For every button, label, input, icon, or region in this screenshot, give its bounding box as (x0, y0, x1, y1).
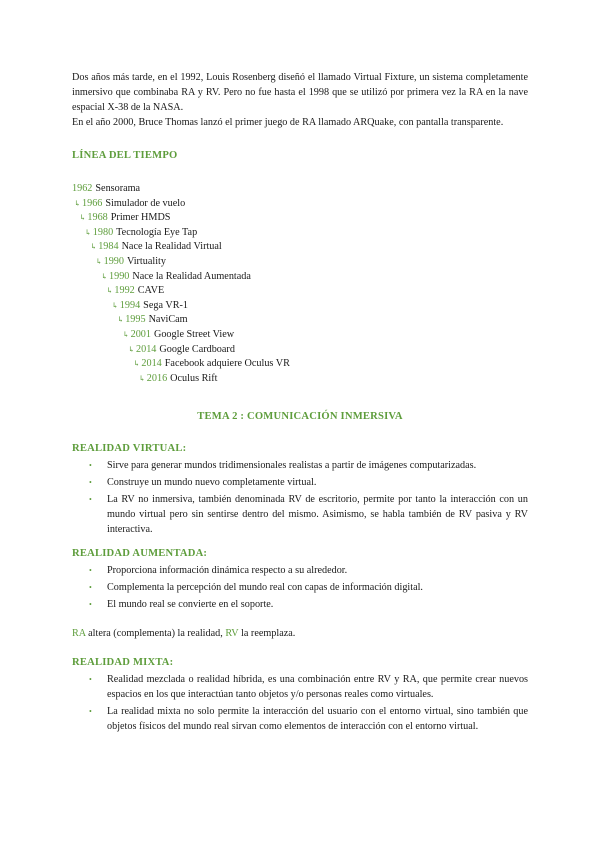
timeline-year: 2014 (136, 343, 157, 355)
timeline-year: 1990 (103, 255, 124, 267)
timeline-item (72, 255, 528, 270)
timeline-item (72, 299, 528, 314)
timeline-year: 1962 (72, 183, 93, 194)
tema-title: TEMA 2 : COMUNICACIÓN INMERSIVA (197, 411, 403, 423)
comparison-line (72, 626, 528, 641)
list-item (89, 704, 528, 734)
arrow-icon: ↳ (133, 359, 141, 369)
timeline-event: Sensorama (95, 183, 141, 194)
list-item-text: Sirve para generar mundos tridimensionales realistas a partir de imágenes computarizadas. (107, 460, 477, 472)
arrow-icon: ↳ (101, 271, 108, 281)
timeline-event: Primer HMDS (110, 212, 171, 224)
list-item (89, 475, 528, 490)
bullet-icon: • (89, 599, 92, 609)
rm-list (72, 672, 528, 734)
arrow-icon: ↳ (106, 286, 114, 296)
timeline-year: 1968 (87, 212, 108, 224)
list-item (89, 458, 528, 473)
intro-paragraph-1: Dos años más tarde, en el 1992, Louis Rosenberg diseñó el llamado Virtual Fixture, un sistema completamente inmersivo que combinaba RA y RV. Pero no fue hasta el 1998 que se utilizó por primera vez la RA en la nave espacial X-38 de la NASA. (72, 72, 528, 113)
timeline-item (72, 182, 528, 197)
bullet-icon: • (89, 706, 92, 716)
arrow-icon: ↳ (117, 315, 124, 325)
timeline-event: CAVE (137, 285, 165, 297)
rv-list (72, 458, 528, 537)
bullet-icon: • (89, 461, 92, 471)
timeline-event: Google Street View (153, 328, 235, 340)
bullet-icon: • (89, 494, 92, 504)
timeline-event: Nace la Realidad Aumentada (132, 270, 251, 282)
bullet-icon: • (89, 583, 92, 593)
timeline-event: Google Cardboard (159, 343, 235, 355)
arrow-icon: ↳ (74, 198, 81, 208)
list-item-text: Complementa la percepción del mundo real con capas de información digital. (107, 582, 423, 594)
timeline-heading: LÍNEA DEL TIEMPO (72, 150, 178, 161)
timeline-item (72, 372, 528, 387)
timeline-year: 2001 (130, 328, 151, 340)
timeline-item (72, 270, 528, 285)
arrow-icon: ↳ (84, 227, 92, 237)
list-item (89, 672, 528, 702)
list-item-text: Proporciona información dinámica respecto a su alrededor. (107, 565, 348, 577)
arrow-icon: ↳ (138, 373, 146, 383)
ra-text: altera (complementa) la realidad, (85, 627, 226, 639)
rv-abbr: RV (225, 627, 239, 639)
timeline-year: 2016 (146, 372, 168, 384)
list-item-text: La realidad mixta no solo permite la interacción del usuario con el entorno virtual, sino también que objetos físicos del mundo real sirvan como elementos de interacción con el entorno virtual. (107, 705, 528, 733)
arrow-icon: ↳ (122, 329, 130, 339)
ra-abbr: RA (72, 627, 86, 639)
intro-paragraph-2: En el año 2000, Bruce Thomas lanzó el primer juego de RA llamado ARQuake, con pantalla transparente. (72, 117, 504, 128)
timeline-event: Virtuality (126, 255, 166, 267)
document-page (72, 70, 528, 736)
bullet-icon: • (89, 566, 92, 576)
timeline-item (72, 357, 528, 372)
timeline-item (72, 328, 528, 343)
ra-heading: REALIDAD AUMENTADA: (72, 548, 208, 560)
timeline-list (72, 182, 528, 386)
timeline-year: 1966 (82, 197, 103, 209)
timeline-item (72, 211, 528, 226)
list-item-text: Realidad mezclada o realidad híbrida, es una combinación entre RV y RA, que permite crear nuevos espacios en los que interactúan tanto objetos y/o personas reales como virtuales. (107, 673, 528, 701)
timeline-event: Nace la Realidad Virtual (121, 241, 222, 253)
rv-heading: REALIDAD VIRTUAL: (72, 443, 187, 455)
ra-list (72, 563, 528, 612)
bullet-icon: • (89, 478, 92, 488)
timeline-year: 1990 (109, 270, 130, 282)
timeline-item (72, 226, 528, 241)
rm-heading: REALIDAD MIXTA: (72, 656, 174, 668)
list-item (89, 492, 528, 538)
arrow-icon: ↳ (128, 344, 135, 354)
timeline-event: Facebook adquiere Oculus VR (164, 358, 290, 370)
timeline-item (72, 284, 528, 299)
arrow-icon: ↳ (111, 300, 119, 310)
list-item (89, 563, 528, 578)
arrow-icon: ↳ (90, 242, 97, 252)
arrow-icon: ↳ (95, 256, 103, 266)
timeline-year: 1995 (125, 314, 146, 326)
timeline-year: 1994 (119, 299, 141, 311)
list-item-text: El mundo real se convierte en el soporte. (107, 598, 274, 610)
timeline-event: Sega VR-1 (143, 299, 188, 311)
timeline-year: 1984 (98, 241, 119, 253)
arrow-icon: ↳ (79, 213, 87, 223)
timeline-item (72, 343, 528, 358)
timeline-event: Tecnología Eye Tap (116, 226, 198, 238)
timeline-event: Oculus Rift (170, 372, 218, 384)
list-item (89, 580, 528, 595)
timeline-item (72, 197, 528, 212)
bullet-icon: • (89, 674, 92, 684)
list-item-text: La RV no inmersiva, también denominada RV de escritorio, permite por tanto la interacción con un mundo virtual pero sin sentirse dentro del mismo. Asimismo, se habla también de RV pasiva y RV interactiva. (107, 493, 528, 536)
timeline-year: 1992 (114, 285, 135, 297)
rv-text: la reemplaza. (238, 627, 296, 639)
timeline-year: 2014 (141, 358, 162, 370)
timeline-event: Simulador de vuelo (105, 197, 186, 209)
timeline-item (72, 240, 528, 255)
list-item-text: Construye un mundo nuevo completamente virtual. (107, 477, 317, 489)
timeline-year: 1980 (92, 226, 114, 238)
timeline-event: NaviCam (148, 314, 188, 326)
list-item (89, 597, 528, 612)
timeline-item (72, 313, 528, 328)
